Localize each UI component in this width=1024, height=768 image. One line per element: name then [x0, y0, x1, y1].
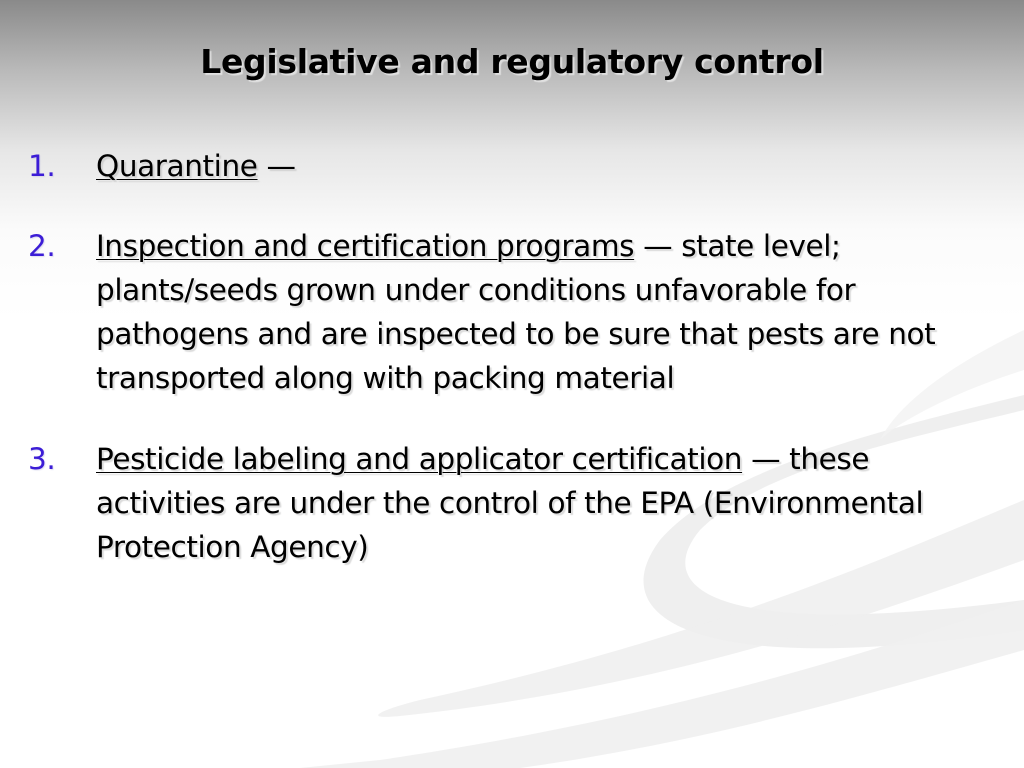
list-item-text — [96, 144, 976, 188]
list-item-number: 1. — [28, 149, 56, 183]
list-item-description: — state level; plants/seeds grown under conditions unfavorable for pathogens and are inspected to be sure that pests are not transported along with packing material — [96, 229, 936, 395]
list-item-number: 3. — [28, 442, 56, 476]
list-item-term: Pesticide labeling and applicator certification — [96, 442, 743, 476]
list-item-term: Quarantine — [96, 149, 258, 183]
list-item-description: — these activities are under the control of the EPA (Environmental Protection Agency) — [96, 442, 924, 564]
list-item-text — [96, 437, 976, 569]
slide-title: Legislative and regulatory control — [200, 42, 824, 81]
list-item-quarantine — [28, 144, 978, 188]
list-item-term: Inspection and certification programs — [96, 229, 635, 263]
list-item-description: — — [257, 149, 296, 183]
list-item-text — [96, 224, 976, 400]
list-item-inspection-certification — [28, 224, 978, 400]
list-item-number: 2. — [28, 229, 56, 263]
list-item-pesticide-labeling — [28, 437, 978, 569]
